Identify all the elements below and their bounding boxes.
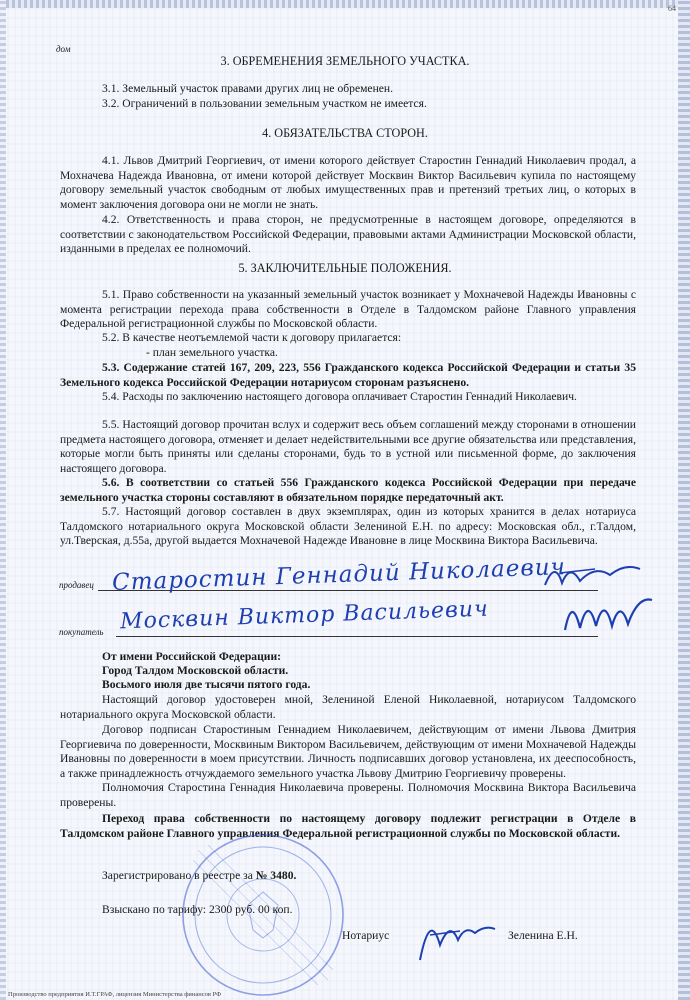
seller-label: продавец: [59, 580, 94, 590]
cert-p3: Полномочия Старостина Геннадия Николаевича проверены. Полномочия Москвина Виктора Васильевича проверены.: [60, 781, 636, 809]
seller-handwritten-name: Старостин Геннадий Николаевич: [111, 554, 567, 596]
section5-p5: 5.5. Настоящий договор прочитан вслух и содержит весь объем соглашений между сторонами в отношении предмета настоящего договора, отменяет и делает недействительными все другие обязательства или представления, которые могли быть приняты или сделаны сторонами, будь то в устной или письменной форме, до заключения настоящего договора.: [60, 418, 636, 475]
section3-title: 3. ОБРЕМЕНЕНИЯ ЗЕМЕЛЬНОГО УЧАСТКА.: [220, 54, 470, 68]
header-note: дом: [56, 44, 71, 54]
notary-signature-icon: [400, 905, 500, 975]
buyer-signature-icon: [560, 590, 660, 640]
section5-title: 5. ЗАКЛЮЧИТЕЛЬНЫЕ ПОЛОЖЕНИЯ.: [238, 261, 452, 275]
section5-p3: 5.3. Содержание статей 167, 209, 223, 556 Гражданского кодекса Российской Федерации и статьи 35 Земельного кодекса Российской Федерации нотариусом сторонам разъяснено.: [60, 361, 636, 389]
cert-line1: От имени Российской Федерации:: [102, 650, 281, 663]
cert-p2: Договор подписан Старостиным Геннадием Николаевичем, действующим от имени Львова Дмитрия Георгиевича по доверенности, Москвиным Виктором Васильевичем, действующим от имени Мохначевой Надежды Ивановны по доверенности в моем присутствии. Личность подписавших договор установлена, их дееспособность, а также принадлежность отчуждаемого земельного участка Львову Дмитрию Георгиевичу проверены.: [60, 723, 636, 780]
section5-p2: 5.2. В качестве неотъемлемой части к договору прилагается:: [102, 331, 402, 344]
seller-signature-icon: [540, 555, 650, 595]
registry-label: Зарегистрировано в реестре за: [102, 869, 253, 882]
buyer-label: покупатель: [59, 627, 104, 637]
section5-p2-item: - план земельного участка.: [146, 346, 278, 359]
decorative-border-top: [0, 0, 690, 8]
notary-label: Нотариус: [342, 929, 390, 942]
registry-number: № 3480.: [255, 869, 297, 882]
notary-name: Зеленина Е.Н.: [508, 929, 578, 942]
cert-line3: Восьмого июля две тысячи пятого года.: [102, 678, 311, 691]
section3-p2: 3.2. Ограничений в пользовании земельным участком не имеется.: [102, 97, 427, 110]
section3-p1: 3.1. Земельный участок правами других лиц не обременен.: [102, 82, 394, 95]
section5-p4: 5.4. Расходы по заключению настоящего договора оплачивает Старостин Геннадий Николаевич.: [102, 390, 577, 403]
cert-p4: Переход права собственности по настоящему договору подлежит регистрации в Отделе в Талдомском районе Главного управления Федеральной регистрационной службы по Московской области.: [60, 812, 636, 840]
section4-title: 4. ОБЯЗАТЕЛЬСТВА СТОРОН.: [262, 126, 428, 140]
decorative-border-left: [0, 0, 6, 1000]
footer-text: Производство предприятия И.Т.ГРАФ, лицензия Министерства финансов РФ: [8, 991, 222, 998]
cert-p1: Настоящий договор удостоверен мной, Зелениной Еленой Николаевной, нотариусом Талдомского нотариального округа Московской области.: [60, 693, 636, 721]
buyer-signature-line: [116, 636, 598, 637]
cert-line2: Город Талдом Московской области.: [102, 664, 289, 677]
corner-mark: 64: [668, 4, 676, 13]
section5-p6: 5.6. В соответствии со статьей 556 Гражданского кодекса Российской Федерации при передаче земельного участка стороны составляют в обязательном порядке передаточный акт.: [60, 476, 636, 504]
fee-text: Взыскано по тарифу: 2300 руб. 00 коп.: [102, 903, 293, 916]
registry-text: [102, 869, 296, 884]
section4-p1: 4.1. Львов Дмитрий Георгиевич, от имени которого действует Старостин Геннадий Николаевич продал, а Мохначева Надежда Ивановна, от имени которой действует Москвин Виктор Васильевич купила по настоящему договору земельный участок свободным от любых имущественных прав и претензий третьих лиц, о которых в момент заключения договора они не могли не знать.: [60, 154, 636, 211]
section5-p7: 5.7. Настоящий договор составлен в двух экземплярах, один из которых хранится в делах нотариуса Талдомского нотариального округа Московской области Зелениной Е.Н. по адресу: Московская обл., г.Талдом, ул.Тверская, д.55а, другой выдается Мохначевой Надежде Ивановне в лице Москвина Виктора Васильевича.: [60, 505, 636, 548]
buyer-handwritten-name: Москвин Виктор Васильевич: [119, 596, 490, 635]
section4-p2: 4.2. Ответственность и права сторон, не предусмотренные в настоящем договоре, определяются в соответствии с законодательством Российской Федерации, правовыми актами Администрации Московской области, изданными в пределах ее полномочий.: [60, 213, 636, 256]
decorative-border-right: [678, 0, 690, 1000]
section5-p1: 5.1. Право собственности на указанный земельный участок возникает у Мохначевой Надежды Ивановны с момента регистрации перехода права собственности в Отделе в Талдомском районе Главного управления Федеральной регистрационной службы по Московской области.: [60, 288, 636, 331]
